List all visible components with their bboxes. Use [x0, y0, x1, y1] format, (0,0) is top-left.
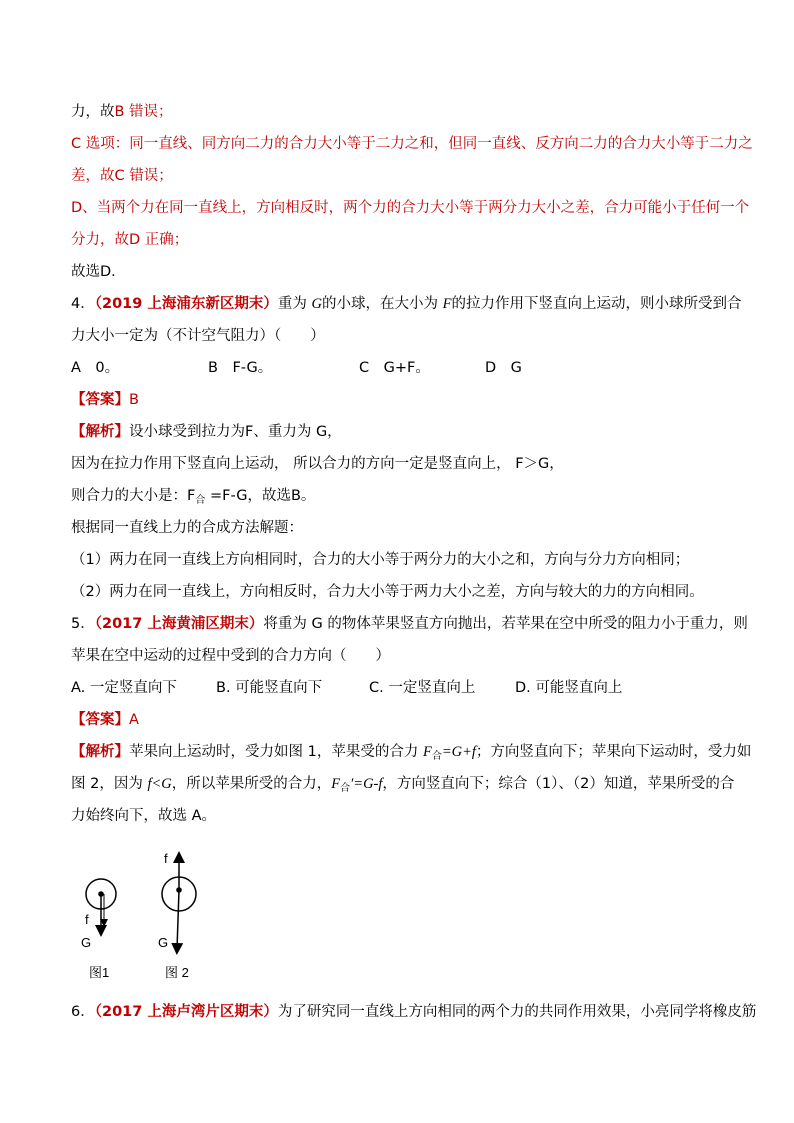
q4-source: （2019 上海浦东新区期末） [94, 296, 278, 312]
q4-option-c: C G+F。 [359, 360, 430, 376]
fig2-caption: 图 2 [165, 965, 189, 980]
q4-expl-4: 根据同一直线上力的合成方法解题： [71, 520, 303, 536]
fig2-f-label: f [164, 851, 168, 866]
q4-stem-1: 4．（2019 上海浦东新区期末）重为 G的小球，在大小为 F的拉力作用下竖直向上运动，则小球所受到合 [71, 296, 742, 312]
q4-option-a: A 0。 [71, 360, 120, 376]
fig2-g-label: G [158, 935, 169, 950]
q4-expl-6: （2）两力在同一直线上，方向相反时，合力大小等于两力大小之差，方向与较大的力的方向相同。 [71, 584, 704, 600]
q5-expl-3: 力始终向下，故选 A。 [71, 808, 217, 824]
q4-stem-2: 力大小一定为（不计空气阻力）（ ） [71, 328, 325, 344]
q4-answer: 【答案】B [71, 392, 139, 408]
q6-source: （2017 上海卢湾片区期末） [94, 1004, 278, 1020]
q5-option-d: D. 可能竖直向上 [515, 680, 623, 696]
q4-expl-2: 因为在拉力作用下竖直向上运动， 所以合力的方向一定是竖直向上， F＞G， [71, 456, 564, 472]
fig1-g-label: G [81, 935, 92, 950]
q3-line-3: 差，故C 错误； [71, 168, 173, 184]
q5-stem-1: 5．（2017 上海黄浦区期末）将重为 G 的物体苹果竖直方向抛出，若苹果在空中所受的阻力小于重力，则 [71, 616, 748, 632]
q6-stem-1: 6．（2017 上海卢湾片区期末）为了研究同一直线上方向相同的两个力的共同作用效果，小亮同学将橡皮筋 [71, 1004, 757, 1020]
q4-option-d: D G [485, 360, 522, 376]
q5-option-b: B. 可能竖直向下 [216, 680, 323, 696]
q5-option-c: C. 一定竖直向上 [369, 680, 476, 696]
q5-answer: 【答案】A [71, 712, 139, 728]
q4-expl-1: 【解析】设小球受到拉力为F、重力为 G， [71, 424, 342, 440]
figure-1-diagram [86, 879, 116, 931]
fig1-f-label: f [85, 912, 89, 927]
q3-line-4: D、当两个力在同一直线上，方向相反时，两个力的合力大小等于两分力大小之差，合力可能小于任何一个 [71, 200, 750, 216]
force-diagrams [70, 846, 230, 956]
q4-expl-5: （1）两力在同一直线上方向相同时，合力的大小等于两分力的大小之和，方向与分力方向相同； [71, 552, 690, 568]
q5-stem-2: 苹果在空中运动的过程中受到的合力方向（ ） [71, 648, 390, 664]
q5-source: （2017 上海黄浦区期末） [94, 616, 264, 632]
q4-expl-3: 则合力的大小是：$F_合 =F-G$，故选B。 [71, 488, 316, 506]
q3-line-2: C 选项：同一直线、同方向二力的合力大小等于二力之和，但同一直线、反方向二力的合力大小等于二力之 [71, 136, 753, 152]
fig2-arrow-g [177, 890, 179, 949]
q5-expl-1: 【解析】苹果向上运动时，受力如图 1，苹果受的合力 $F_合=G+f$；方向竖直向下；苹果向下运动时，受力如 [71, 744, 752, 762]
q5-expl-2: 图 2，因为 f<G，所以苹果所受的合力，$F_合'=G-f$，方向竖直向下；综合（1）、（2）知道，苹果所受的合 [71, 776, 735, 794]
q3-line-1: 力，故B 错误； [71, 104, 173, 120]
q5-option-a: A. 一定竖直向下 [71, 680, 177, 696]
fig1-caption: 图1 [89, 965, 110, 980]
q4-option-b: B F-G。 [208, 360, 273, 376]
q3-line-5: 分力，故D 正确； [71, 232, 189, 248]
q3-line-6: 故选D． [71, 264, 126, 280]
